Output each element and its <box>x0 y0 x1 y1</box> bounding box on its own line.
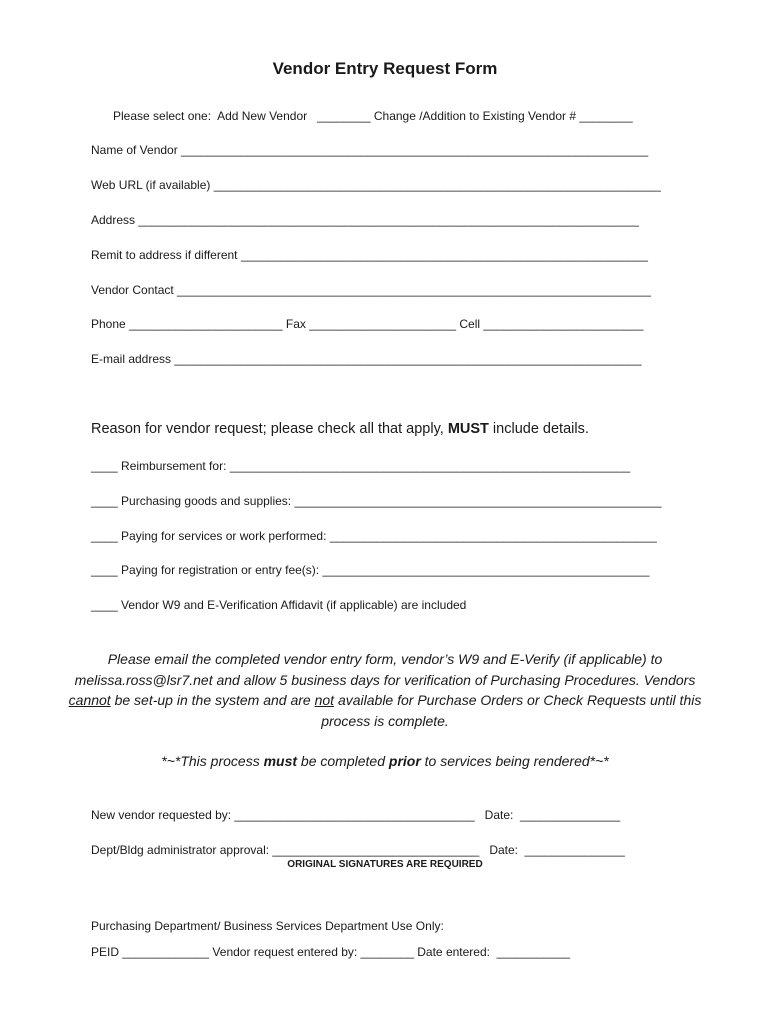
timing-text-a: *~*This process <box>161 753 264 769</box>
administrator-approval-signature-line[interactable]: Dept/Bldg administrator approval: _______________________________ Date: _______________ <box>91 843 625 857</box>
reason-heading-must: MUST <box>447 421 489 437</box>
reason-heading-tail: include details. <box>488 421 589 437</box>
vendor-contact-field[interactable]: Vendor Contact _______________________________________________________________________ <box>91 283 651 297</box>
reason-w9-item[interactable]: ____ Vendor W9 and E-Verification Affidavit (if applicable) are included <box>91 598 467 612</box>
process-timing-notice <box>60 751 710 772</box>
timing-text-b: be completed <box>297 753 389 769</box>
form-title: Vendor Entry Request Form <box>272 59 498 78</box>
remit-address-field[interactable]: Remit to address if different _____________________________________________________________ <box>91 248 648 262</box>
notice-not: not <box>314 692 335 708</box>
original-signatures-note: ORIGINAL SIGNATURES ARE REQUIRED <box>287 859 483 870</box>
office-use-entry-line[interactable]: PEID _____________ Vendor request entered by: ________ Date entered: ___________ <box>91 945 571 959</box>
web-url-field[interactable]: Web URL (if available) ___________________________________________________________________ <box>91 178 661 192</box>
reason-reimbursement-item[interactable]: ____ Reimbursement for: ____________________________________________________________ <box>91 459 631 473</box>
reason-services-item[interactable]: ____ Paying for services or work performed: _________________________________________________ <box>91 529 657 543</box>
timing-text-c: to services being rendered*~* <box>420 753 609 769</box>
office-use-heading: Purchasing Department/ Business Services Department Use Only: <box>91 919 444 933</box>
timing-prior: prior <box>388 753 421 769</box>
address-field[interactable]: Address ___________________________________________________________________________ <box>91 213 639 227</box>
phone-fax-cell-fields[interactable]: Phone _______________________ Fax ______________________ Cell ________________________ <box>91 317 644 331</box>
vendor-type-select-line[interactable]: Please select one: Add New Vendor ________ Change /Addition to Existing Vendor # ________ <box>113 109 633 123</box>
notice-text-b: be set-up in the system and are <box>110 692 315 708</box>
timing-must: must <box>263 753 298 769</box>
reason-heading <box>91 421 589 437</box>
notice-text-a: Please email the completed vendor entry form, vendor’s W9 and E-Verify (if applicable) to melissa.ross@lsr7.net and allow 5 business days for verification of Purchasing Procedures. Vendors <box>74 651 696 688</box>
reason-registration-fee-item[interactable]: ____ Paying for registration or entry fee(s): _________________________________________________ <box>91 563 650 577</box>
notice-cannot: cannot <box>68 692 111 708</box>
notice-text-c: available for Purchase Orders or Check Requests until this process is complete. <box>321 692 702 729</box>
reason-goods-supplies-item[interactable]: ____ Purchasing goods and supplies: _______________________________________________________ <box>91 494 662 508</box>
reason-heading-text: Reason for vendor request; please check all that apply, <box>91 421 448 437</box>
requested-by-signature-line[interactable]: New vendor requested by: ____________________________________ Date: _______________ <box>91 808 621 822</box>
email-instructions-notice <box>60 649 710 731</box>
vendor-name-field[interactable]: Name of Vendor ______________________________________________________________________ <box>91 143 649 157</box>
email-field[interactable]: E-mail address ______________________________________________________________________ <box>91 352 642 366</box>
